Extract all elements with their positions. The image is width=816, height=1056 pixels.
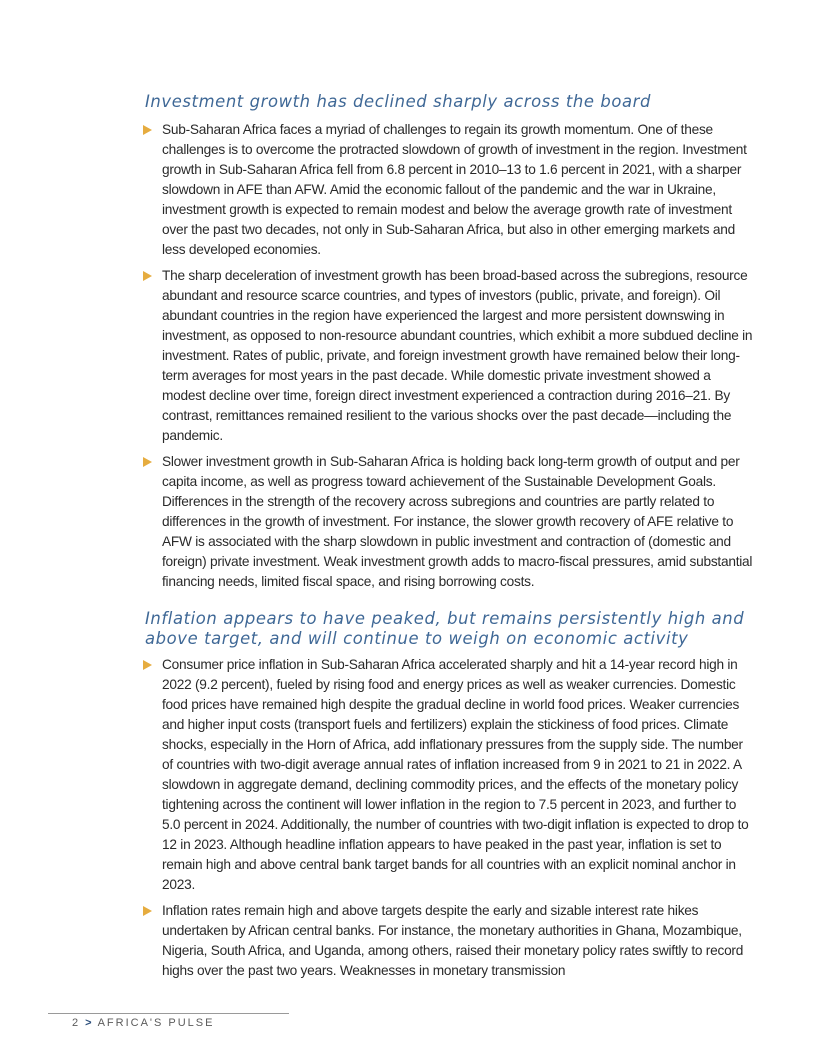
inflation-bullet-list [143,655,753,981]
section-heading-investment: Investment growth has declined sharply across the board [145,92,651,111]
footer-divider [48,1013,289,1014]
triangle-bullet-icon [143,906,152,916]
investment-bullet-list [143,120,753,592]
bullet-text: Sub-Saharan Africa faces a myriad of challenges to regain its growth momentum. One of these challenges is to overcome the protracted slowdown of growth of investment in the region. Investment growth in Sub-Saharan Africa fell from 6.8 percent in 2010–13 to 1.6 percent in 2021, with a sharper slowdown in AFE than AFW. Amid the economic fallout of the pandemic and the war in Ukraine, investment growth is expected to remain modest and below the average growth rate of investment over the past two decades, not only in Sub-Saharan Africa, but also in other emerging markets and less developed economies. [162,122,747,257]
bullet-item [143,266,753,446]
bullet-text: Slower investment growth in Sub-Saharan Africa is holding back long-term growth of output and per capita income, as well as progress toward achievement of the Sustainable Development Goals. Differences in the strength of the recovery across subregions and countries are partly related to differences in the growth of investment. For instance, the slower growth recovery of AFE relative to AFW is associated with the sharp slowdown in public investment and contraction of (domestic and foreign) private investment. Weak investment growth adds to macro-fiscal pressures, amid substantial financing needs, limited fiscal space, and rising borrowing costs. [162,454,753,589]
chevron-right-icon: > [85,1017,92,1029]
triangle-bullet-icon [143,457,152,467]
bullet-text: Inflation rates remain high and above targets despite the early and sizable interest rate hikes undertaken by African central banks. For instance, the monetary authorities in Ghana, Mozambique, Nigeria, South Africa, and Uganda, among others, raised their monetary policy rates swiftly to record highs over the past two years. Weaknesses in monetary transmission [162,903,744,978]
bullet-text: The sharp deceleration of investment growth has been broad-based across the subregions, resource abundant and resource scarce countries, and types of investors (public, private, and foreign). Oil abundant countries in the region have experienced the largest and more persistent downswing in investment, as opposed to non-resource abundant countries, which exhibit a more subdued decline in investment. Rates of public, private, and foreign investment growth have remained below their long-term averages for most years in the past decade. While domestic private investment showed a modest decline over time, foreign direct investment experienced a contraction during 2016–21. By contrast, remittances remained resilient to the various shocks over the past decade—including the pandemic. [162,268,753,443]
triangle-bullet-icon [143,660,152,670]
triangle-bullet-icon [143,125,152,135]
bullet-item [143,452,753,592]
page-footer [72,1017,214,1029]
bullet-text: Consumer price inflation in Sub-Saharan Africa accelerated sharply and hit a 14-year record high in 2022 (9.2 percent), fueled by rising food and energy prices as well as weaker currencies. Domestic food prices have remained high despite the gradual decline in world food prices. Weaker currencies and higher input costs (transport fuels and fertilizers) explain the stickiness of food prices. Climate shocks, especially in the Horn of Africa, add inflationary pressures from the supply side. The number of countries with two-digit average annual rates of inflation increased from 9 in 2021 to 21 in 2022. A slowdown in aggregate demand, declining commodity prices, and the effects of the monetary policy tightening across the continent will lower inflation in the region to 7.5 percent in 2023, and further to 5.0 percent in 2024. Additionally, the number of countries with two-digit inflation is expected to drop to 12 in 2023. Although headline inflation appears to have peaked in the past year, inflation is set to remain high and above central bank target bands for all countries with an explicit nominal anchor in 2023. [162,657,749,892]
bullet-item [143,655,753,895]
bullet-item [143,901,753,981]
triangle-bullet-icon [143,271,152,281]
section-heading-inflation: Inflation appears to have peaked, but remains persistently high and above target, and will continue to weigh on economic activity [145,609,745,648]
bullet-item [143,120,753,260]
publication-title: AFRICA'S PULSE [97,1017,215,1029]
page-number: 2 [72,1017,81,1029]
